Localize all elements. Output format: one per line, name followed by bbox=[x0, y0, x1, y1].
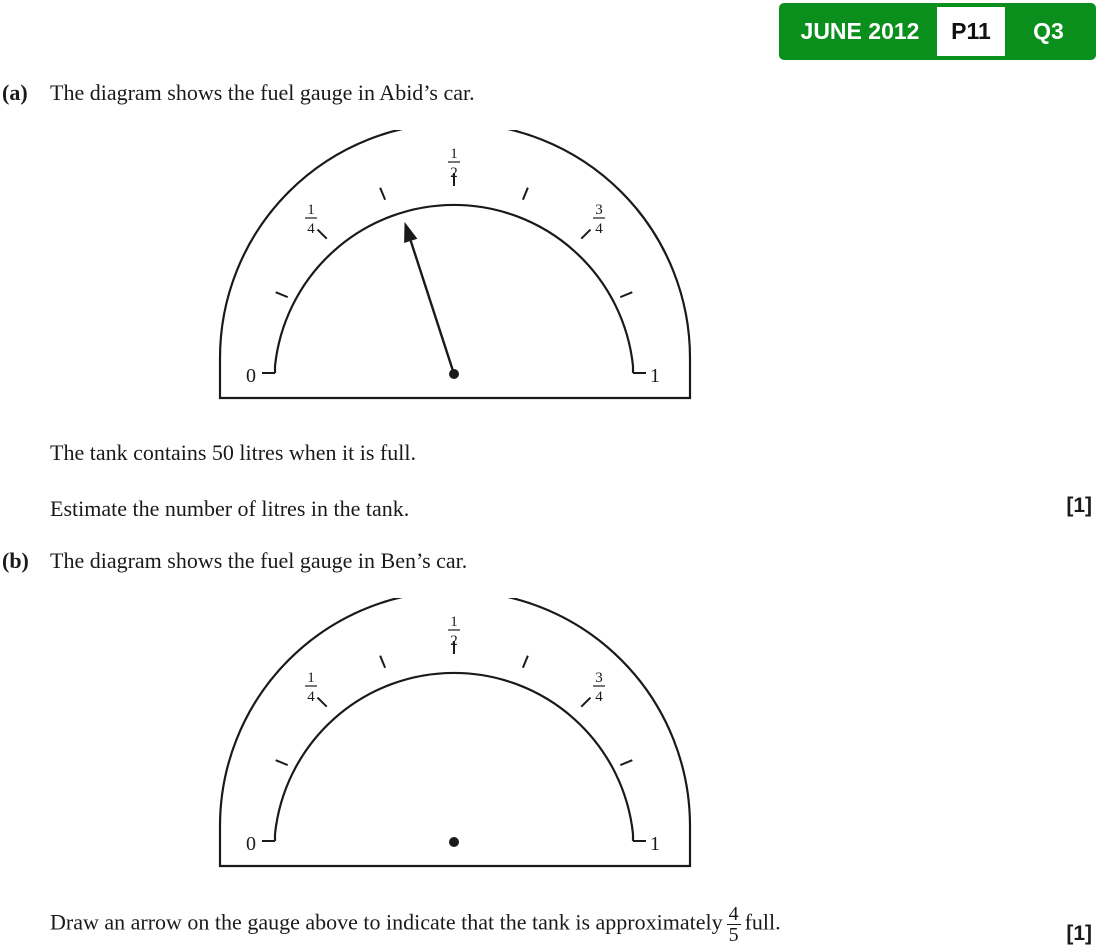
gauge-a-pivot bbox=[449, 369, 459, 379]
fuel-gauge-a bbox=[210, 130, 700, 410]
gauge-a-ticks bbox=[276, 173, 633, 297]
svg-text:4: 4 bbox=[307, 221, 315, 237]
gauge-b-scale-arc bbox=[275, 673, 633, 834]
gauge-b-tick-5 bbox=[523, 656, 528, 668]
exam-date: JUNE 2012 bbox=[800, 18, 920, 44]
gauge-a-needle bbox=[411, 241, 454, 374]
svg-text:4: 4 bbox=[595, 221, 603, 237]
svg-text:1: 1 bbox=[450, 146, 458, 162]
gauge-a-scale-arc bbox=[275, 205, 633, 366]
svg-text:4: 4 bbox=[595, 689, 603, 705]
part-b-instruction-after: full. bbox=[744, 909, 781, 935]
part-a-line1: The tank contains 50 litres when it is full. bbox=[50, 440, 416, 465]
part-b-instruction-before: Draw an arrow on the gauge above to indicate that the tank is approximately bbox=[50, 909, 723, 935]
part-b-instruction bbox=[50, 904, 781, 945]
fuel-gauge-b[interactable] bbox=[210, 598, 700, 878]
gauge-b-half-label bbox=[448, 614, 460, 649]
gauge-a-arrowhead bbox=[404, 222, 417, 243]
part-a-marks: [1] bbox=[1066, 494, 1092, 517]
gauge-b-quarter-label bbox=[305, 670, 317, 705]
part-b-label: (b) bbox=[2, 548, 29, 573]
gauge-b-ticks bbox=[276, 641, 633, 765]
svg-text:2: 2 bbox=[450, 633, 458, 649]
gauge-a-full-label: 1 bbox=[650, 365, 660, 387]
part-a-line2: Estimate the number of litres in the tank. bbox=[50, 496, 410, 521]
part-a-label: (a) bbox=[2, 80, 28, 105]
gauge-a-quarter-label bbox=[305, 202, 317, 237]
part-b-intro: The diagram shows the fuel gauge in Ben’s car. bbox=[50, 548, 468, 573]
svg-text:1: 1 bbox=[450, 614, 458, 630]
gauge-b-full-label: 1 bbox=[650, 833, 660, 855]
gauge-b-tick-3 bbox=[380, 656, 385, 668]
gauge-b-tick-7 bbox=[620, 760, 632, 765]
gauge-b-tick-1 bbox=[276, 760, 288, 765]
gauge-a-three-quarter-label bbox=[593, 202, 605, 237]
gauge-a-empty-label: 0 bbox=[246, 365, 256, 387]
gauge-b-tick-2 bbox=[318, 698, 327, 707]
gauge-b-three-quarter-label bbox=[593, 670, 605, 705]
gauge-a-tick-2 bbox=[318, 230, 327, 239]
gauge-a-tick-5 bbox=[523, 188, 528, 200]
svg-text:4: 4 bbox=[307, 689, 315, 705]
fraction-four-fifths: $\frac{4}{5}$ bbox=[728, 903, 739, 946]
gauge-b-pivot bbox=[449, 837, 459, 847]
svg-text:3: 3 bbox=[595, 670, 603, 686]
gauge-b-tick-6 bbox=[581, 698, 590, 707]
exam-reference-badge bbox=[779, 3, 1096, 60]
svg-text:1: 1 bbox=[307, 202, 315, 218]
part-a-intro: The diagram shows the fuel gauge in Abid’s car. bbox=[50, 80, 475, 105]
gauge-a-half-label bbox=[448, 146, 460, 181]
svg-text:3: 3 bbox=[595, 202, 603, 218]
gauge-a-tick-3 bbox=[380, 188, 385, 200]
gauge-a-tick-6 bbox=[581, 230, 590, 239]
gauge-a-tick-7 bbox=[620, 292, 632, 297]
paper-number: P11 bbox=[937, 7, 1005, 56]
question-number: Q3 bbox=[1033, 18, 1064, 44]
gauge-a-tick-1 bbox=[276, 292, 288, 297]
svg-text:2: 2 bbox=[450, 165, 458, 181]
gauge-b-empty-label: 0 bbox=[246, 833, 256, 855]
part-b-marks: [1] bbox=[1066, 922, 1092, 945]
svg-text:1: 1 bbox=[307, 670, 315, 686]
